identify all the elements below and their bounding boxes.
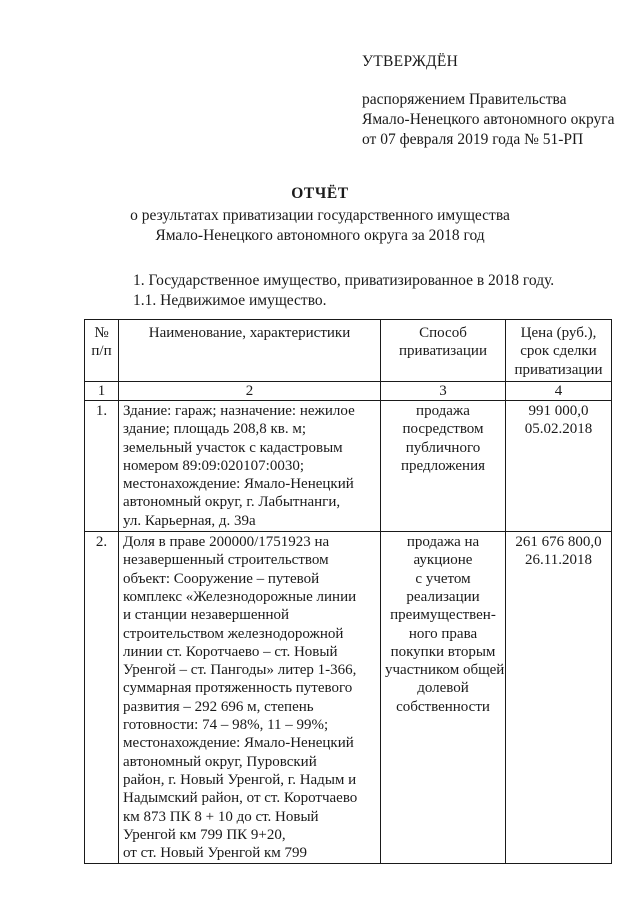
row-name-line: Уренгой – ст. Пангоды» литер 1-366, bbox=[123, 662, 357, 679]
row-name-line: ул. Карьерная, д. 39а bbox=[123, 512, 256, 529]
row-method-line: публичного bbox=[405, 439, 481, 456]
row-name-line: здание; площадь 208,8 кв. м; bbox=[123, 421, 307, 438]
row-name-line: от ст. Новый Уренгой км 799 bbox=[123, 845, 308, 862]
header-method bbox=[381, 320, 506, 382]
header-num bbox=[85, 320, 119, 382]
row-name-line: км 873 ПК 8 + 10 до ст. Новый bbox=[123, 808, 319, 825]
header-text: приватизации bbox=[399, 343, 487, 360]
row-name-line: Здание: гараж; назначение: нежилое bbox=[123, 403, 355, 419]
row-method-line: продажа bbox=[416, 403, 470, 419]
report-subtitle-line: о результатах приватизации государственного имущества bbox=[130, 207, 510, 224]
report-title: ОТЧЁТ bbox=[291, 185, 349, 202]
row-name-cell bbox=[119, 532, 381, 864]
header-price bbox=[506, 320, 612, 382]
approval-block bbox=[362, 52, 614, 150]
row-name-line: Доля в праве 200000/1751923 на bbox=[123, 534, 330, 551]
row-name-line: строительством железнодорожной bbox=[123, 625, 344, 642]
report-title-block bbox=[0, 184, 640, 246]
row-method-line: с учетом bbox=[415, 570, 471, 587]
row-name-line: объект: Сооружение – путевой bbox=[123, 570, 320, 587]
row-name-line: и станции незавершенной bbox=[123, 607, 290, 624]
column-number: 1 bbox=[85, 382, 119, 401]
header-name bbox=[119, 320, 381, 382]
row-method-line: участником общей bbox=[385, 662, 505, 679]
row-name-line: суммарная протяженность путевого bbox=[123, 680, 353, 697]
header-text: п/п bbox=[91, 343, 112, 360]
property-table bbox=[84, 319, 612, 864]
approval-line: распоряжением Правительства bbox=[362, 91, 567, 108]
report-subtitle-line: Ямало-Ненецкого автономного округа за 2018 год bbox=[155, 227, 485, 244]
approval-line: Ямало-Ненецкого автономного округа bbox=[362, 111, 615, 128]
table-row bbox=[85, 401, 612, 532]
row-name-line: местонахождение: Ямало-Ненецкий bbox=[123, 476, 354, 493]
column-number-row bbox=[85, 382, 612, 401]
column-number: 2 bbox=[119, 382, 381, 401]
row-method-cell bbox=[381, 532, 506, 864]
row-method-cell bbox=[381, 401, 506, 532]
approval-line: от 07 февраля 2019 года № 51-РП bbox=[362, 131, 584, 148]
row-name-line: развития – 292 696 м, степень bbox=[123, 698, 314, 715]
row-method-line: аукционе bbox=[413, 552, 473, 569]
row-price-cell bbox=[506, 401, 612, 532]
row-method-line: собственности bbox=[396, 698, 490, 715]
header-text: Наименование, характеристики bbox=[148, 325, 351, 341]
column-number: 3 bbox=[381, 382, 506, 401]
header-text: № bbox=[94, 325, 109, 341]
row-method-line: предложения bbox=[400, 457, 485, 474]
row-name-cell bbox=[119, 401, 381, 532]
table-header-row bbox=[85, 320, 612, 382]
row-number: 2. bbox=[85, 532, 119, 864]
row-name-line: Надымский район, от ст. Коротчаево bbox=[123, 790, 358, 807]
row-method-line: ного права bbox=[408, 625, 478, 642]
row-price: 261 676 800,0 bbox=[515, 534, 602, 551]
approval-heading: УТВЕРЖДЁН bbox=[362, 53, 459, 70]
row-name-line: земельный участок с кадастровым bbox=[123, 439, 343, 456]
row-name-line: линии ст. Коротчаево – ст. Новый bbox=[123, 643, 338, 660]
row-date: 05.02.2018 bbox=[524, 421, 593, 438]
header-text: Способ bbox=[419, 325, 467, 341]
row-price-cell bbox=[506, 532, 612, 864]
row-name-line: автономный округ, Пуровский bbox=[123, 753, 317, 770]
row-price: 991 000,0 bbox=[528, 403, 589, 419]
row-name-line: незавершенный строительством bbox=[123, 552, 329, 569]
row-method-line: долевой bbox=[417, 680, 469, 697]
row-method-line: покупки вторым bbox=[390, 643, 496, 660]
row-number: 1. bbox=[85, 401, 119, 532]
header-text: приватизации bbox=[514, 361, 603, 378]
column-number: 4 bbox=[506, 382, 612, 401]
row-date: 26.11.2018 bbox=[525, 552, 592, 569]
subsection-heading: 1.1. Недвижимое имущество. bbox=[133, 292, 327, 309]
row-name-line: комплекс «Железнодорожные линии bbox=[123, 588, 357, 605]
row-name-line: местонахождение: Ямало-Ненецкий bbox=[123, 735, 354, 752]
row-method-line: продажа на bbox=[406, 534, 480, 551]
row-method-line: преимуществен- bbox=[390, 607, 496, 624]
row-name-line: Уренгой км 799 ПК 9+20, bbox=[123, 826, 286, 843]
row-name-line: район, г. Новый Уренгой, г. Надым и bbox=[123, 771, 357, 788]
row-name-line: готовности: 74 – 98%, 11 – 99%; bbox=[123, 717, 329, 734]
header-text: Цена (руб.), bbox=[520, 325, 597, 341]
table-row bbox=[85, 532, 612, 864]
section-heading: 1. Государственное имущество, приватизированное в 2018 году. bbox=[133, 272, 555, 289]
row-name-line: автономный округ, г. Лабытнанги, bbox=[123, 494, 341, 511]
header-text: срок сделки bbox=[520, 343, 597, 360]
row-method-line: реализации bbox=[406, 588, 480, 605]
row-method-line: посредством bbox=[402, 421, 484, 438]
row-name-line: номером 89:09:020107:0030; bbox=[123, 457, 305, 474]
